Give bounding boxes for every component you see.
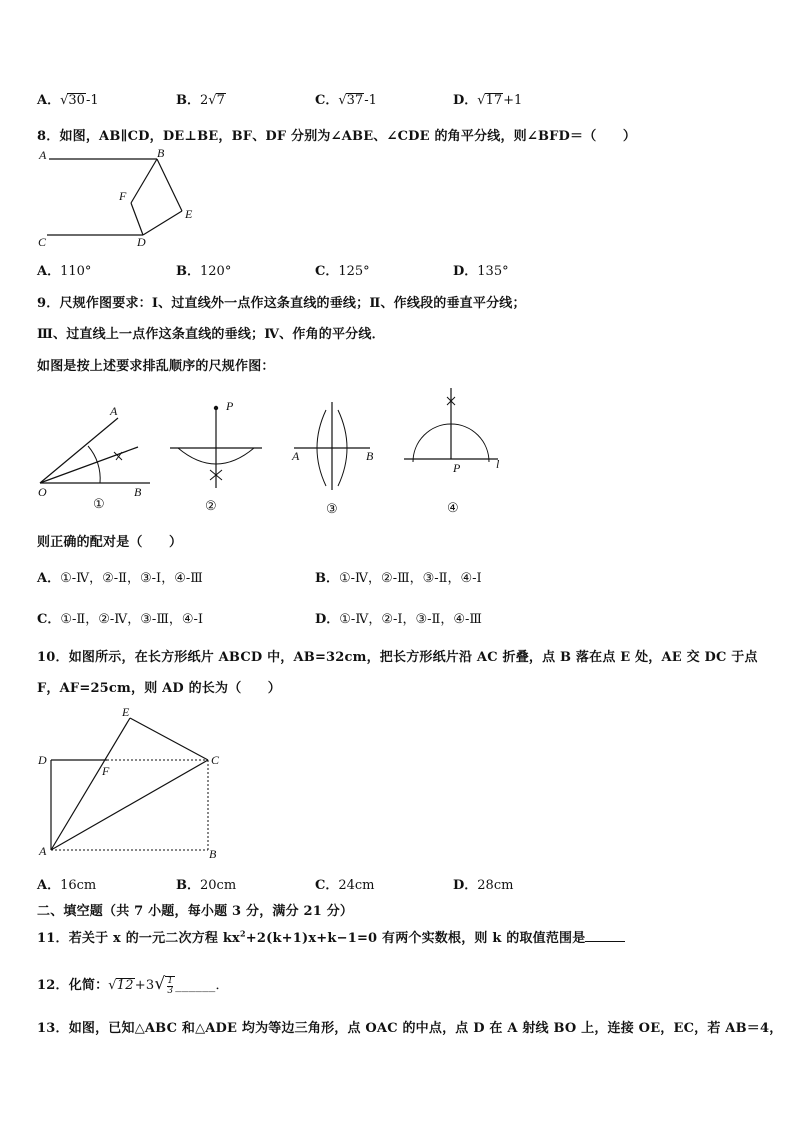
q8-figure: [37, 145, 207, 250]
label-f: F: [119, 189, 127, 203]
q12-plus: +3: [134, 978, 155, 993]
q8-option-c[interactable]: [315, 260, 370, 279]
q7-option-a[interactable]: [37, 89, 99, 108]
label-l: l: [496, 457, 500, 471]
option-letter: A．: [37, 93, 61, 108]
radical-sign: √: [338, 93, 347, 108]
radicand: 30: [68, 93, 85, 108]
q10-option-d[interactable]: [453, 874, 513, 893]
q9-figures: [30, 380, 520, 520]
q7-option-c[interactable]: [315, 89, 377, 108]
option-suffix: +1: [503, 93, 523, 108]
label-b: B: [366, 449, 374, 463]
q12-text-before: 12．化简：: [37, 978, 109, 993]
q10-figure: [34, 702, 234, 864]
option-letter: B．: [176, 878, 200, 893]
label-o: O: [38, 485, 47, 499]
option-letter: C．: [315, 93, 339, 108]
figure-number-4: ④: [447, 500, 459, 515]
option-letter: D．: [453, 93, 478, 108]
q11-text-before: 11．若关于 x 的一元二次方程 kx: [37, 931, 240, 946]
q8-option-d[interactable]: [453, 260, 509, 279]
radical-sign: √: [108, 978, 117, 993]
label-a: A: [39, 844, 47, 858]
label-p: P: [226, 399, 234, 413]
option-prefix: 2: [200, 93, 209, 108]
construction-figure-4: [404, 388, 500, 515]
label-d: D: [38, 753, 47, 767]
figure-number-3: ③: [326, 501, 338, 516]
q9-option-c[interactable]: [37, 608, 203, 627]
q9-option-b[interactable]: [315, 567, 482, 586]
q8-option-b[interactable]: [176, 260, 231, 279]
radical-sign: √: [208, 93, 217, 108]
q10-option-a[interactable]: [37, 874, 96, 893]
option-value: 110°: [60, 264, 92, 279]
q9-option-a[interactable]: [37, 567, 203, 586]
option-letter: A．: [37, 878, 61, 893]
option-letter: C．: [37, 612, 61, 627]
option-letter: B．: [176, 93, 200, 108]
radicand: 17: [485, 93, 503, 108]
option-suffix: -1: [85, 93, 99, 108]
option-letter: B．: [176, 264, 200, 279]
label-c: C: [38, 235, 47, 249]
option-letter: D．: [315, 612, 340, 627]
option-letter: A．: [37, 264, 61, 279]
q10-stem-line2: F，AF=25cm，则 AD 的长为（ ）: [37, 681, 282, 696]
fraction: [165, 976, 175, 996]
construction-figure-3: [291, 402, 374, 516]
q13-stem: 13．如图，已知△ABC 和△ADE 均为等边三角形，点 OAC 的中点，点 D 在 A 射线 BO 上，连接 OE，EC，若 AB＝4，: [37, 1021, 783, 1036]
q7-option-b[interactable]: [176, 89, 226, 108]
q9-stem-line1: 9．尺规作图要求：Ⅰ、过直线外一点作这条直线的垂线；Ⅱ、作线段的垂直平分线；: [37, 296, 526, 311]
radical-sign: √: [60, 93, 69, 108]
option-value: 135°: [477, 264, 509, 279]
q10-stem-line1: 10．如图所示，在长方形纸片 ABCD 中，AB=32cm，把长方形纸片沿 AC 折叠，点 B 落在点 E 处，AE 交 DC 于点: [37, 650, 758, 665]
option-value: 125°: [338, 264, 370, 279]
radicand: 7: [216, 93, 225, 108]
figure-number-2: ②: [205, 498, 217, 513]
q9-stem-line3: 如图是按上述要求排乱顺序的尺规作图：: [37, 359, 275, 374]
radical-sign: √: [154, 974, 166, 994]
label-e: E: [185, 207, 193, 221]
numerator: 1: [167, 975, 174, 986]
q10-option-c[interactable]: [315, 874, 375, 893]
label-a: A: [39, 148, 47, 162]
q9-option-d[interactable]: [315, 608, 482, 627]
label-f: F: [102, 764, 110, 778]
label-b: B: [209, 847, 217, 861]
figure-number-1: ①: [93, 496, 105, 511]
radical-sign: √: [477, 93, 486, 108]
option-value: 24cm: [338, 878, 375, 893]
label-b: B: [157, 146, 165, 160]
denominator: 3: [167, 985, 174, 996]
section-heading: 二、填空题（共 7 小题，每小题 3 分，满分 21 分）: [37, 904, 354, 919]
q9-ask: 则正确的配对是（ ）: [37, 535, 183, 550]
radicand: 37: [346, 93, 364, 108]
option-suffix: -1: [364, 93, 377, 108]
option-letter: D．: [453, 878, 478, 893]
option-value: ①-Ⅳ，②-Ⅲ，③-Ⅱ，④-Ⅰ: [339, 571, 482, 586]
answer-blank[interactable]: ______: [175, 978, 216, 993]
label-e: E: [122, 705, 130, 719]
answer-blank[interactable]: [585, 941, 625, 942]
option-letter: D．: [453, 264, 478, 279]
label-c: C: [211, 753, 220, 767]
option-value: ①-Ⅱ，②-Ⅳ，③-Ⅲ，④-Ⅰ: [60, 612, 204, 627]
radicand: 12: [116, 978, 134, 993]
option-letter: C．: [315, 264, 339, 279]
option-value: ①-Ⅳ，②-Ⅰ，③-Ⅱ，④-Ⅲ: [339, 612, 482, 627]
q11-stem: [37, 927, 625, 946]
q8-stem: 8．如图，AB∥CD，DE⊥BE，BF、DF 分别为∠ABE、∠CDE 的角平分线，则∠BFD＝（ ）: [37, 129, 637, 144]
q9-stem-line2: Ⅲ、过直线上一点作这条直线的垂线；Ⅳ、作角的平分线．: [37, 327, 385, 342]
label-p: P: [453, 461, 461, 475]
q12-end: ．: [215, 978, 229, 993]
q12-stem: [37, 974, 229, 996]
option-letter: C．: [315, 878, 339, 893]
q11-text-after: +2(k+1)x+k−1=0 有两个实数根，则 k 的取值范围是: [245, 931, 586, 946]
option-value: 20cm: [200, 878, 237, 893]
option-value: 28cm: [477, 878, 514, 893]
construction-figure-1: [38, 404, 150, 511]
label-d: D: [137, 235, 146, 249]
label-b: B: [134, 485, 142, 499]
q7-option-d[interactable]: [453, 89, 522, 108]
q10-option-b[interactable]: [176, 874, 236, 893]
q8-option-a[interactable]: [37, 260, 91, 279]
option-value: ①-Ⅳ，②-Ⅱ，③-Ⅰ，④-Ⅲ: [60, 571, 203, 586]
label-a: A: [110, 404, 118, 418]
construction-figure-2: [170, 399, 262, 513]
q11-exponent: 2: [239, 928, 246, 939]
option-letter: A．: [37, 571, 61, 586]
option-letter: B．: [315, 571, 339, 586]
option-value: 16cm: [60, 878, 97, 893]
option-value: 120°: [200, 264, 232, 279]
label-a: A: [292, 449, 300, 463]
